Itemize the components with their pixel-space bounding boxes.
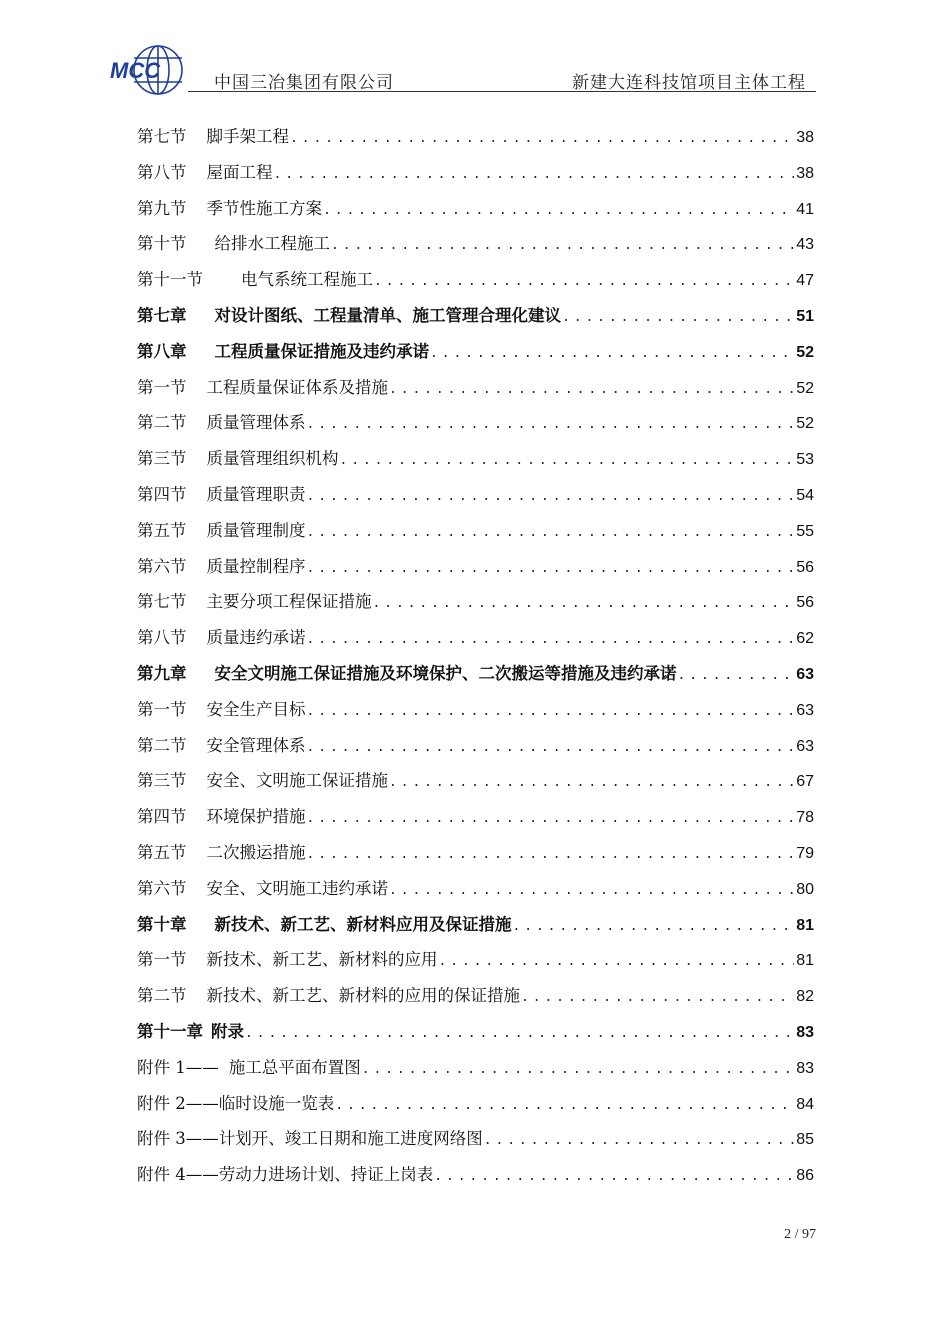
toc-entry[interactable]	[137, 732, 814, 768]
toc-entry-title: 屋面工程	[206, 162, 273, 182]
toc-entry-number: 第七节	[137, 592, 187, 612]
toc-entry[interactable]	[137, 123, 814, 159]
toc-entry-title: 质量管理组织机构	[206, 449, 339, 469]
company-name: 中国三冶集团有限公司	[214, 73, 394, 93]
toc-entry-page: 63	[796, 737, 814, 755]
toc-entry[interactable]	[137, 696, 814, 732]
toc-entry-number: 附件 2——	[137, 1093, 219, 1113]
toc-entry-page: 82	[796, 988, 814, 1006]
toc-entry[interactable]	[137, 767, 814, 803]
toc-entry-page: 38	[796, 129, 814, 146]
toc-entry-number: 第七节	[137, 127, 187, 146]
toc-entry-page: 52	[796, 343, 814, 361]
toc-entry-title: 安全、文明施工保证措施	[206, 771, 388, 791]
toc-entry-page: 38	[796, 164, 814, 182]
dot-leader	[439, 954, 795, 969]
toc-entry-page: 56	[796, 594, 814, 612]
dot-leader	[307, 847, 795, 862]
dot-leader	[513, 919, 795, 934]
toc-entry-page: 83	[796, 1059, 814, 1077]
dot-leader	[307, 489, 795, 504]
toc-entry-title: 安全管理体系	[206, 735, 306, 755]
toc-entry-number: 第二节	[137, 986, 187, 1006]
toc-entry-title: 临时设施一览表	[218, 1093, 335, 1113]
project-name: 新建大连科技馆项目主体工程	[572, 73, 806, 93]
toc-entry-number: 第十章	[137, 914, 187, 934]
dot-leader	[430, 346, 794, 361]
toc-entry-page: 52	[796, 415, 814, 433]
toc-entry[interactable]	[137, 266, 814, 302]
toc-entry-page: 52	[796, 379, 814, 397]
toc-entry-title: 新技术、新工艺、新材料应用及保证措施	[214, 914, 512, 934]
toc-entry-number: 第一节	[137, 377, 187, 397]
toc-entry-title: 施工总平面布置图	[228, 1057, 361, 1077]
toc-entry[interactable]	[137, 445, 814, 481]
dot-leader	[307, 704, 795, 719]
toc-entry-number: 附件 4——	[137, 1165, 219, 1185]
toc-entry[interactable]	[137, 588, 814, 624]
dot-leader	[307, 561, 795, 576]
toc-entry-number: 第二节	[137, 413, 187, 433]
toc-entry[interactable]	[137, 159, 814, 195]
dot-leader	[374, 274, 794, 289]
toc-entry-number: 第九节	[137, 198, 187, 218]
toc-entry-page: 43	[796, 236, 814, 254]
toc-entry[interactable]	[137, 481, 814, 517]
toc-entry-number: 第六节	[137, 556, 187, 576]
dot-leader	[562, 310, 794, 325]
toc-entry-page: 47	[796, 272, 814, 290]
toc-entry-title: 工程质量保证体系及措施	[206, 377, 388, 397]
toc-entry-title: 电气系统工程施工	[241, 270, 373, 290]
toc-entry-title: 脚手架工程	[206, 127, 289, 146]
toc-entry-page: 84	[796, 1095, 814, 1113]
toc-entry-number: 第二节	[137, 735, 187, 755]
toc-entry-number: 第十节	[137, 234, 187, 254]
toc-entry[interactable]	[137, 946, 814, 982]
toc-entry[interactable]	[137, 839, 814, 875]
toc-entry-title: 附录	[211, 1021, 244, 1041]
toc-entry-number: 第一节	[137, 950, 187, 970]
toc-entry-number: 附件 3——	[137, 1129, 219, 1149]
toc-entry-page: 67	[796, 773, 814, 791]
toc-entry-number: 第五节	[137, 842, 187, 862]
toc-entry-page: 63	[796, 665, 814, 683]
dot-leader	[434, 1169, 794, 1184]
toc-entry[interactable]	[137, 1054, 814, 1090]
toc-entry-title: 质量控制程序	[206, 556, 306, 576]
toc-entry-title: 季节性施工方案	[206, 198, 322, 218]
dot-leader	[484, 1133, 794, 1148]
toc-entry-number: 第十一节	[137, 270, 203, 290]
toc-entry-page: 56	[796, 558, 814, 576]
toc-entry-number: 第八章	[137, 341, 187, 361]
toc-entry[interactable]	[137, 374, 814, 410]
toc-entry-number: 附件 1——	[137, 1057, 219, 1077]
toc-entry[interactable]	[137, 1161, 814, 1197]
toc-entry-number: 第三节	[137, 771, 187, 791]
dot-leader	[307, 740, 795, 755]
toc-entry-title: 安全文明施工保证措施及环境保护、二次搬运等措施及违约承诺	[214, 663, 677, 683]
toc-entry-page: 51	[796, 307, 814, 325]
logo-text: MCC	[110, 58, 161, 83]
table-of-contents	[137, 123, 814, 1197]
toc-entry-title: 给排水工程施工	[214, 234, 330, 254]
toc-entry-title: 新技术、新工艺、新材料的应用	[206, 950, 438, 970]
toc-entry-page: 41	[796, 200, 814, 218]
toc-entry[interactable]	[137, 517, 814, 553]
toc-entry[interactable]	[137, 409, 814, 445]
toc-entry-title: 安全生产目标	[206, 699, 306, 719]
toc-entry-number: 第五节	[137, 520, 187, 540]
header-divider	[188, 91, 816, 92]
dot-leader	[245, 1026, 794, 1041]
dot-leader	[389, 775, 794, 790]
toc-entry[interactable]	[137, 911, 814, 947]
page-number: 2 / 97	[784, 1227, 816, 1242]
toc-entry-number: 第八节	[137, 628, 187, 648]
toc-entry-title: 对设计图纸、工程量清单、施工管理合理化建议	[214, 305, 561, 325]
toc-entry-number: 第八节	[137, 162, 187, 182]
toc-entry[interactable]	[137, 1090, 814, 1126]
dot-leader	[389, 883, 794, 898]
toc-entry-number: 第十一章	[137, 1021, 203, 1041]
toc-entry-number: 第三节	[137, 449, 187, 469]
toc-entry-title: 质量管理体系	[206, 413, 306, 433]
dot-leader	[307, 811, 795, 826]
toc-entry-number: 第九章	[137, 663, 187, 683]
dot-leader	[335, 1098, 794, 1113]
toc-entry-number: 第四节	[137, 807, 187, 827]
toc-entry[interactable]	[137, 982, 814, 1018]
dot-leader	[307, 525, 795, 540]
toc-entry[interactable]	[137, 195, 814, 231]
dot-leader	[307, 417, 795, 432]
toc-entry[interactable]	[137, 230, 814, 266]
dot-leader	[521, 990, 794, 1005]
toc-entry[interactable]	[137, 660, 814, 696]
dot-leader	[373, 596, 795, 611]
toc-entry-title: 质量管理制度	[206, 520, 306, 540]
toc-entry-page: 62	[796, 630, 814, 648]
dot-leader	[389, 382, 794, 397]
toc-entry-number: 第四节	[137, 484, 187, 504]
toc-entry[interactable]	[137, 553, 814, 589]
toc-entry-page: 85	[796, 1131, 814, 1149]
toc-entry-number: 第六节	[137, 878, 187, 898]
toc-entry-title: 二次搬运措施	[206, 842, 306, 862]
dot-leader	[307, 632, 795, 647]
toc-entry-title: 新技术、新工艺、新材料的应用的保证措施	[206, 986, 520, 1006]
toc-entry-title: 环境保护措施	[206, 807, 306, 827]
toc-entry-page: 86	[796, 1167, 814, 1185]
toc-entry-number: 第七章	[137, 305, 187, 325]
toc-entry-page: 63	[796, 701, 814, 719]
toc-entry-title: 工程质量保证措施及违约承诺	[214, 341, 429, 361]
toc-entry-title: 主要分项工程保证措施	[206, 592, 372, 612]
toc-entry[interactable]	[137, 803, 814, 839]
dot-leader	[290, 131, 794, 146]
toc-entry-title: 质量违约承诺	[206, 628, 306, 648]
toc-entry-page: 53	[796, 451, 814, 469]
dot-leader	[323, 203, 794, 218]
toc-entry[interactable]	[137, 1125, 814, 1161]
toc-entry[interactable]	[137, 875, 814, 911]
toc-entry[interactable]	[137, 338, 814, 374]
toc-entry[interactable]	[137, 1018, 814, 1054]
dot-leader	[331, 238, 794, 253]
page-header	[108, 44, 816, 96]
toc-entry-title: 安全、文明施工违约承诺	[206, 878, 388, 898]
toc-entry-page: 55	[796, 522, 814, 540]
toc-entry-page: 54	[796, 486, 814, 504]
toc-entry-page: 79	[796, 844, 814, 862]
toc-entry-page: 78	[796, 809, 814, 827]
toc-entry-page: 80	[796, 880, 814, 898]
toc-entry[interactable]	[137, 624, 814, 660]
toc-entry-title: 计划开、竣工日期和施工进度网络图	[218, 1129, 483, 1149]
toc-entry-title: 质量管理职责	[206, 484, 306, 504]
mcc-logo	[108, 44, 192, 96]
dot-leader	[362, 1062, 794, 1077]
dot-leader	[274, 167, 795, 182]
toc-entry-number: 第一节	[137, 699, 187, 719]
dot-leader	[340, 453, 795, 468]
toc-entry-title: 劳动力进场计划、持证上岗表	[218, 1165, 434, 1185]
toc-entry[interactable]	[137, 302, 814, 338]
toc-entry-page: 83	[796, 1023, 814, 1041]
toc-entry-page: 81	[796, 952, 814, 970]
dot-leader	[678, 668, 795, 683]
toc-entry-page: 81	[796, 916, 814, 934]
